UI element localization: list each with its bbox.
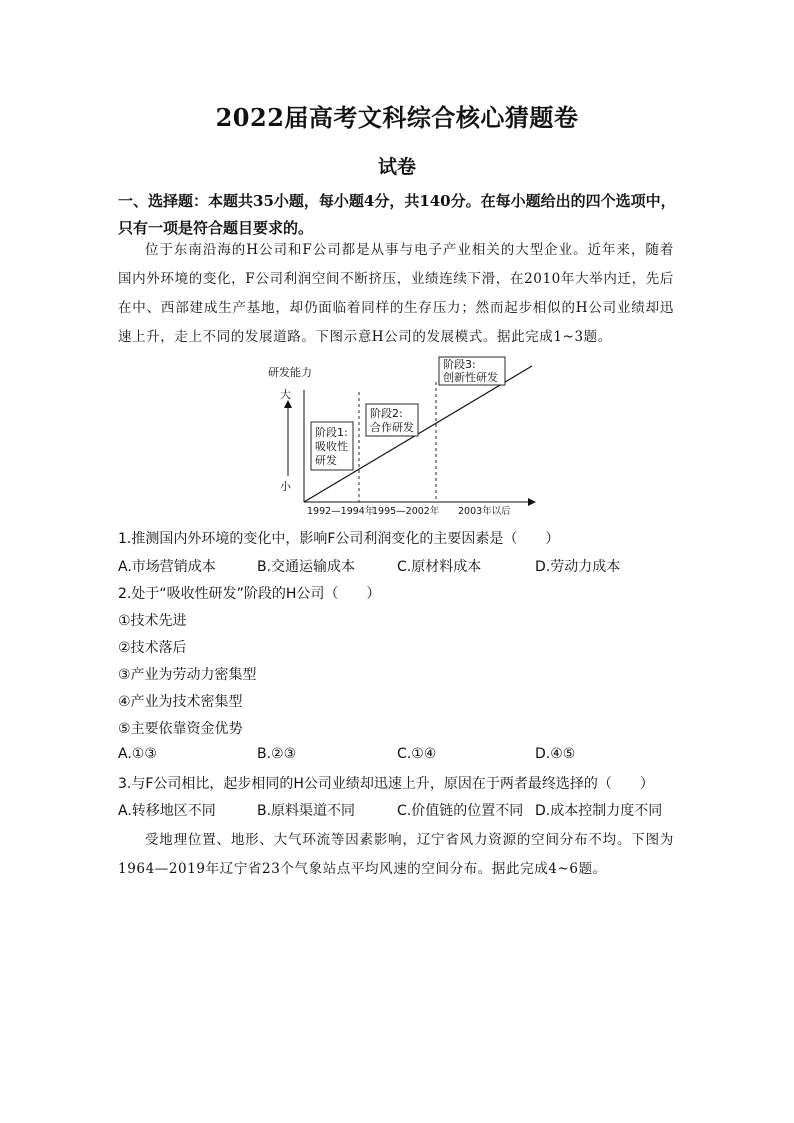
stage-2-label-line-2: 合作研发 [370, 421, 414, 434]
q2-item-3: ③产业为劳动力密集型 [118, 667, 257, 683]
stage-2-label-line-1: 阶段2: [370, 407, 403, 420]
stage-1-label-line-2: 吸收性 [315, 440, 348, 453]
question-2-stem: 2.处于“吸收性研发”阶段的H公司（ ） [118, 586, 381, 602]
q1-option-d[interactable]: D.劳动力成本 [535, 559, 621, 575]
period-3-label: 2003年以后 [458, 506, 511, 517]
q3-option-c[interactable]: C.价值链的位置不同 [397, 803, 524, 819]
question-1-stem: 1.推测国内外环境的变化中，影响F公司利润变化的主要因素是（ ） [118, 531, 560, 547]
stage-1-label-line-3: 研发 [315, 454, 337, 467]
q3-option-b[interactable]: B.原料渠道不同 [257, 803, 356, 819]
exam-subtitle: 试卷 [377, 156, 416, 178]
development-model-figure [262, 352, 542, 522]
q2-item-2: ②技术落后 [118, 640, 187, 656]
section-heading: 一、选择题：本题共35小题，每小题4分，共140分。在每小题给出的四个选项中，只有一项是符合题目要求的。 [118, 192, 676, 237]
question-3-stem: 3.与F公司相比，起步相同的H公司业绩却迅速上升，原因在于两者最终选择的（ ） [118, 776, 654, 792]
passage-2: 受地理位置、地形、大气环流等因素影响，辽宁省风力资源的空间分布不均。下图为1964—2019年辽宁省23个气象站点平均风速的空间分布。据此完成4~6题。 [118, 832, 674, 877]
q2-option-a[interactable]: A.①③ [118, 746, 157, 762]
q2-option-b[interactable]: B.②③ [257, 746, 297, 762]
q2-option-d[interactable]: D.④⑤ [535, 746, 576, 762]
q2-item-4: ④产业为技术密集型 [118, 694, 243, 710]
stage-1-label-line-1: 阶段1: [315, 426, 348, 439]
q3-option-d[interactable]: D.成本控制力度不同 [535, 803, 663, 819]
passage-1: 位于东南沿海的H公司和F公司都是从事与电子产业相关的大型企业。近年来，随着国内外环境的变化，F公司利润空间不断挤压，业绩连续下滑，在2010年大举内迁，先后在中、西部建成生产基地，却仍面临着同样的生存压力；然而起步相似的H公司业绩却迅速上升，走上不同的发展道路。下图示意H公司的发展模式。据此完成1~3题。 [118, 242, 674, 345]
period-2-label: 1995—2002年 [372, 506, 440, 517]
q2-item-1: ①技术先进 [118, 613, 187, 629]
period-1-label: 1992—1994年 [307, 506, 375, 517]
y-low-label: 小 [280, 480, 291, 493]
y-axis-label: 研发能力 [268, 366, 312, 379]
q3-option-a[interactable]: A.转移地区不同 [118, 803, 216, 819]
q1-option-a[interactable]: A.市场营销成本 [118, 559, 216, 575]
q2-item-5: ⑤主要依靠资金优势 [118, 721, 243, 737]
q2-option-c[interactable]: C.①④ [397, 746, 437, 762]
y-high-label: 大 [280, 388, 291, 401]
stage-3-label-line-1: 阶段3: [443, 358, 476, 371]
q1-option-c[interactable]: C.原材料成本 [397, 559, 482, 575]
stage-3-label-line-2: 创新性研发 [443, 371, 498, 384]
q1-option-b[interactable]: B.交通运输成本 [257, 559, 356, 575]
exam-title: 2022届高考文科综合核心猜题卷 [215, 103, 579, 132]
